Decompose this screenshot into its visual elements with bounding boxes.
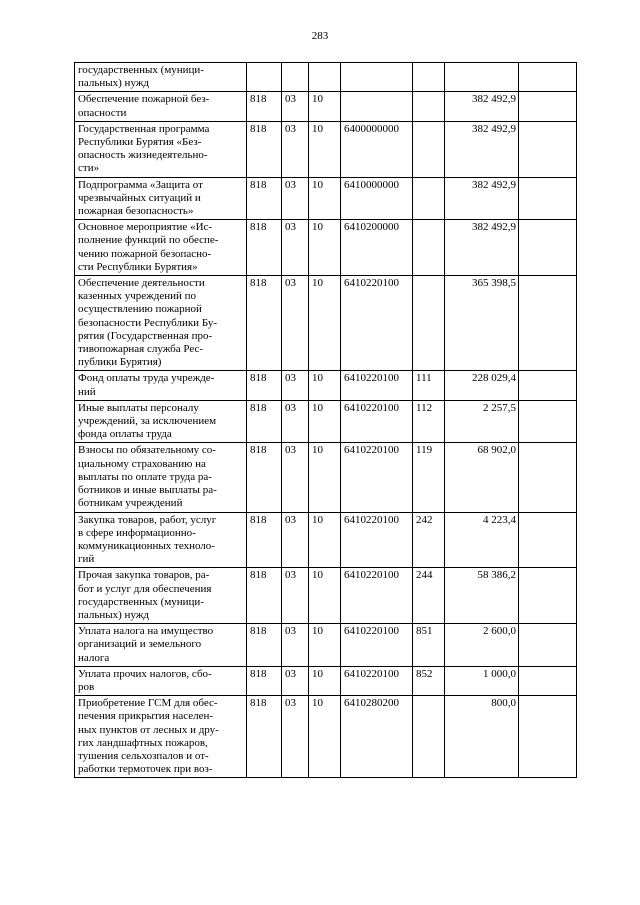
row-subsection-cell: 10: [309, 512, 341, 568]
row-empty-cell: [519, 666, 577, 695]
row-empty-cell: [519, 696, 577, 778]
row-target-article-cell: 6410000000: [341, 177, 413, 220]
row-expense-type-cell: [413, 63, 445, 92]
row-grbs-cell: 818: [247, 443, 282, 512]
row-amount-cell: 800,0: [445, 696, 519, 778]
row-expense-type-cell: 244: [413, 568, 445, 624]
row-amount-cell: 68 902,0: [445, 443, 519, 512]
row-subsection-cell: 10: [309, 177, 341, 220]
row-section-cell: 03: [282, 696, 309, 778]
row-grbs-cell: 818: [247, 568, 282, 624]
row-expense-type-cell: 111: [413, 371, 445, 400]
row-target-article-cell: 6410200000: [341, 220, 413, 276]
row-section-cell: 03: [282, 568, 309, 624]
table-row: [75, 220, 577, 276]
row-section-cell: 03: [282, 371, 309, 400]
row-amount-cell: 4 223,4: [445, 512, 519, 568]
row-name-cell: Уплата прочих налогов, сбо- ров: [75, 666, 247, 695]
row-target-article-cell: 6410220100: [341, 371, 413, 400]
row-subsection-cell: 10: [309, 443, 341, 512]
row-grbs-cell: 818: [247, 512, 282, 568]
row-amount-cell: 382 492,9: [445, 220, 519, 276]
row-empty-cell: [519, 443, 577, 512]
row-section-cell: 03: [282, 443, 309, 512]
row-subsection-cell: 10: [309, 568, 341, 624]
row-expense-type-cell: 851: [413, 624, 445, 667]
table-row: [75, 400, 577, 443]
row-subsection-cell: 10: [309, 400, 341, 443]
row-name-cell: Государственная программа Республики Бурятия «Без- опасность жизнедеятельно- сти»: [75, 121, 247, 177]
table-row: [75, 276, 577, 371]
row-grbs-cell: 818: [247, 400, 282, 443]
row-target-article-cell: 6410220100: [341, 624, 413, 667]
row-subsection-cell: 10: [309, 624, 341, 667]
row-grbs-cell: 818: [247, 177, 282, 220]
row-name-cell: Взносы по обязательному со- циальному страхованию на выплаты по оплате труда ра- ботников и иные выплаты ра- ботникам учреждений: [75, 443, 247, 512]
table-row: [75, 371, 577, 400]
row-empty-cell: [519, 220, 577, 276]
table-row: [75, 666, 577, 695]
row-grbs-cell: 818: [247, 624, 282, 667]
budget-table: [74, 62, 577, 778]
row-amount-cell: 228 029,4: [445, 371, 519, 400]
row-amount-cell: 382 492,9: [445, 92, 519, 121]
row-expense-type-cell: 852: [413, 666, 445, 695]
row-target-article-cell: [341, 63, 413, 92]
row-section-cell: 03: [282, 92, 309, 121]
row-empty-cell: [519, 276, 577, 371]
row-expense-type-cell: 242: [413, 512, 445, 568]
row-empty-cell: [519, 121, 577, 177]
row-section-cell: [282, 63, 309, 92]
row-grbs-cell: 818: [247, 371, 282, 400]
table-row: [75, 624, 577, 667]
row-target-article-cell: 6410220100: [341, 568, 413, 624]
row-amount-cell: [445, 63, 519, 92]
row-name-cell: Уплата налога на имущество организаций и земельного налога: [75, 624, 247, 667]
row-name-cell: Основное мероприятие «Ис- полнение функций по обеспе- чению пожарной безопасно- сти Республики Бурятия»: [75, 220, 247, 276]
row-name-cell: Обеспечение деятельности казенных учреждений по осуществлению пожарной безопасности Республики Бу- рятия (Государственная про- тивопожарная служба Рес- публики Бурятия): [75, 276, 247, 371]
row-section-cell: 03: [282, 276, 309, 371]
row-target-article-cell: [341, 92, 413, 121]
row-subsection-cell: 10: [309, 696, 341, 778]
row-target-article-cell: 6400000000: [341, 121, 413, 177]
row-name-cell: Закупка товаров, работ, услуг в сфере информационно- коммуникационных техноло- гий: [75, 512, 247, 568]
table-row: [75, 92, 577, 121]
row-amount-cell: 382 492,9: [445, 177, 519, 220]
row-amount-cell: 58 386,2: [445, 568, 519, 624]
page-number: 283: [311, 30, 329, 42]
row-target-article-cell: 6410220100: [341, 512, 413, 568]
row-subsection-cell: 10: [309, 121, 341, 177]
row-expense-type-cell: [413, 276, 445, 371]
row-grbs-cell: 818: [247, 276, 282, 371]
row-empty-cell: [519, 371, 577, 400]
table-row: [75, 443, 577, 512]
row-section-cell: 03: [282, 121, 309, 177]
row-expense-type-cell: [413, 220, 445, 276]
row-name-cell: Обеспечение пожарной без- опасности: [75, 92, 247, 121]
row-name-cell: Прочая закупка товаров, ра- бот и услуг для обеспечения государственных (муници- пальных) нужд: [75, 568, 247, 624]
row-name-cell: Фонд оплаты труда учрежде- ний: [75, 371, 247, 400]
row-name-cell: государственных (муници- пальных) нужд: [75, 63, 247, 92]
row-empty-cell: [519, 92, 577, 121]
row-name-cell: Приобретение ГСМ для обес- печения прикрытия населен- ных пунктов от лесных и дру- гих ландшафтных пожаров, тушения сельхозпалов и от- работки термоточек при воз-: [75, 696, 247, 778]
row-amount-cell: 365 398,5: [445, 276, 519, 371]
row-amount-cell: 1 000,0: [445, 666, 519, 695]
row-grbs-cell: 818: [247, 220, 282, 276]
row-expense-type-cell: [413, 121, 445, 177]
row-subsection-cell: [309, 63, 341, 92]
table-row: [75, 696, 577, 778]
row-grbs-cell: [247, 63, 282, 92]
row-target-article-cell: 6410220100: [341, 666, 413, 695]
row-grbs-cell: 818: [247, 696, 282, 778]
row-expense-type-cell: [413, 92, 445, 121]
row-subsection-cell: 10: [309, 666, 341, 695]
row-grbs-cell: 818: [247, 121, 282, 177]
table-row: [75, 121, 577, 177]
table-row: [75, 177, 577, 220]
row-section-cell: 03: [282, 400, 309, 443]
row-name-cell: Подпрограмма «Защита от чрезвычайных ситуаций и пожарная безопасность»: [75, 177, 247, 220]
row-amount-cell: 2 257,5: [445, 400, 519, 443]
row-section-cell: 03: [282, 220, 309, 276]
row-grbs-cell: 818: [247, 92, 282, 121]
row-target-article-cell: 6410220100: [341, 400, 413, 443]
row-empty-cell: [519, 512, 577, 568]
row-grbs-cell: 818: [247, 666, 282, 695]
row-expense-type-cell: [413, 696, 445, 778]
table-row: [75, 63, 577, 92]
table-row: [75, 568, 577, 624]
row-amount-cell: 382 492,9: [445, 121, 519, 177]
row-subsection-cell: 10: [309, 92, 341, 121]
row-section-cell: 03: [282, 177, 309, 220]
row-name-cell: Иные выплаты персоналу учреждений, за исключением фонда оплаты труда: [75, 400, 247, 443]
table-row: [75, 512, 577, 568]
row-expense-type-cell: [413, 177, 445, 220]
row-subsection-cell: 10: [309, 371, 341, 400]
row-subsection-cell: 10: [309, 220, 341, 276]
row-empty-cell: [519, 177, 577, 220]
row-amount-cell: 2 600,0: [445, 624, 519, 667]
row-expense-type-cell: 112: [413, 400, 445, 443]
row-expense-type-cell: 119: [413, 443, 445, 512]
row-section-cell: 03: [282, 666, 309, 695]
row-empty-cell: [519, 63, 577, 92]
row-target-article-cell: 6410220100: [341, 276, 413, 371]
row-empty-cell: [519, 568, 577, 624]
row-section-cell: 03: [282, 624, 309, 667]
row-target-article-cell: 6410220100: [341, 443, 413, 512]
row-section-cell: 03: [282, 512, 309, 568]
row-target-article-cell: 6410280200: [341, 696, 413, 778]
row-subsection-cell: 10: [309, 276, 341, 371]
row-empty-cell: [519, 624, 577, 667]
row-empty-cell: [519, 400, 577, 443]
